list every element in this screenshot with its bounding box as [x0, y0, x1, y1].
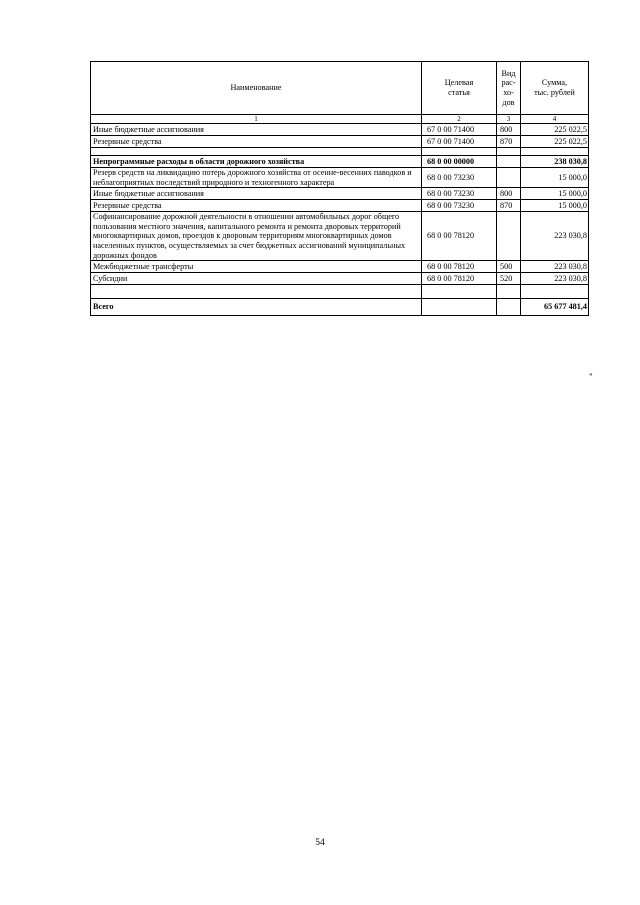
row-name: Резервные средства	[91, 200, 422, 212]
table-row	[91, 273, 589, 285]
row-amount: 225 022,5	[521, 124, 589, 136]
table-header-row	[91, 62, 589, 115]
row-kind	[497, 168, 521, 188]
budget-table	[90, 61, 589, 316]
column-number: 3	[497, 115, 521, 124]
row-kind: 800	[497, 124, 521, 136]
row-code: 67 0 00 71400	[422, 136, 497, 148]
row-code: 68 0 00 78120	[422, 212, 497, 261]
column-number-row	[91, 115, 589, 124]
closing-quote: "	[589, 372, 593, 382]
row-amount: 15 000,0	[521, 168, 589, 188]
table-row	[91, 168, 589, 188]
row-code: 68 0 00 73230	[422, 200, 497, 212]
row-kind: 500	[497, 261, 521, 273]
total-label: Всего	[91, 299, 422, 316]
header-name: Наименование	[91, 62, 422, 115]
row-kind	[497, 156, 521, 168]
row-code: 67 0 00 71400	[422, 124, 497, 136]
table-row	[91, 156, 589, 168]
column-number: 1	[91, 115, 422, 124]
total-row	[91, 299, 589, 316]
row-name: Непрограммные расходы в области дорожного хозяйства	[91, 156, 422, 168]
row-code: 68 0 00 00000	[422, 156, 497, 168]
row-amount: 225 022,5	[521, 136, 589, 148]
table-row	[91, 124, 589, 136]
spacer-row	[91, 285, 589, 299]
row-code: 68 0 00 73230	[422, 188, 497, 200]
row-name: Резерв средств на ликвидацию потерь дорожного хозяйства от осенне-весенних паводков и неблагоприятных последствий природного и техногенного характера	[91, 168, 422, 188]
table-row	[91, 136, 589, 148]
total-amount: 65 677 481,4	[521, 299, 589, 316]
header-target: Целевая статья	[422, 62, 497, 115]
row-kind	[497, 212, 521, 261]
row-kind: 520	[497, 273, 521, 285]
row-name: Субсидии	[91, 273, 422, 285]
row-name: Иные бюджетные ассигнования	[91, 188, 422, 200]
page-number: 54	[315, 838, 325, 848]
row-name: Резервные средства	[91, 136, 422, 148]
table-row	[91, 188, 589, 200]
table-row	[91, 212, 589, 261]
row-kind: 870	[497, 136, 521, 148]
row-code: 68 0 00 73230	[422, 168, 497, 188]
row-name: Межбюджетные трансферты	[91, 261, 422, 273]
row-amount: 238 030,8	[521, 156, 589, 168]
row-name: Софинансирование дорожной деятельности в отношении автомобильных дорог общего пользования местного значения, капитального ремонта и ремонта дворовых территорий многоквартирных домов, проездов к дворовым территориям многоквартирных домов населенных пунктов, осуществляемых за счет бюджетных ассигнований муниципальных дорожных фондов	[91, 212, 422, 261]
row-amount: 223 030,8	[521, 261, 589, 273]
column-number: 4	[521, 115, 589, 124]
row-name: Иные бюджетные ассигнования	[91, 124, 422, 136]
row-code: 68 0 00 78120	[422, 273, 497, 285]
row-kind: 870	[497, 200, 521, 212]
table-row	[91, 261, 589, 273]
header-sum: Сумма, тыс. рублей	[521, 62, 589, 115]
spacer-row	[91, 148, 589, 156]
row-code: 68 0 00 78120	[422, 261, 497, 273]
header-kind: Вид рас- хо- дов	[497, 62, 521, 115]
row-amount: 15 000,0	[521, 200, 589, 212]
table-row	[91, 200, 589, 212]
row-kind: 800	[497, 188, 521, 200]
row-amount: 15 000,0	[521, 188, 589, 200]
column-number: 2	[422, 115, 497, 124]
row-amount: 223 030,8	[521, 273, 589, 285]
row-amount: 223 030,8	[521, 212, 589, 261]
